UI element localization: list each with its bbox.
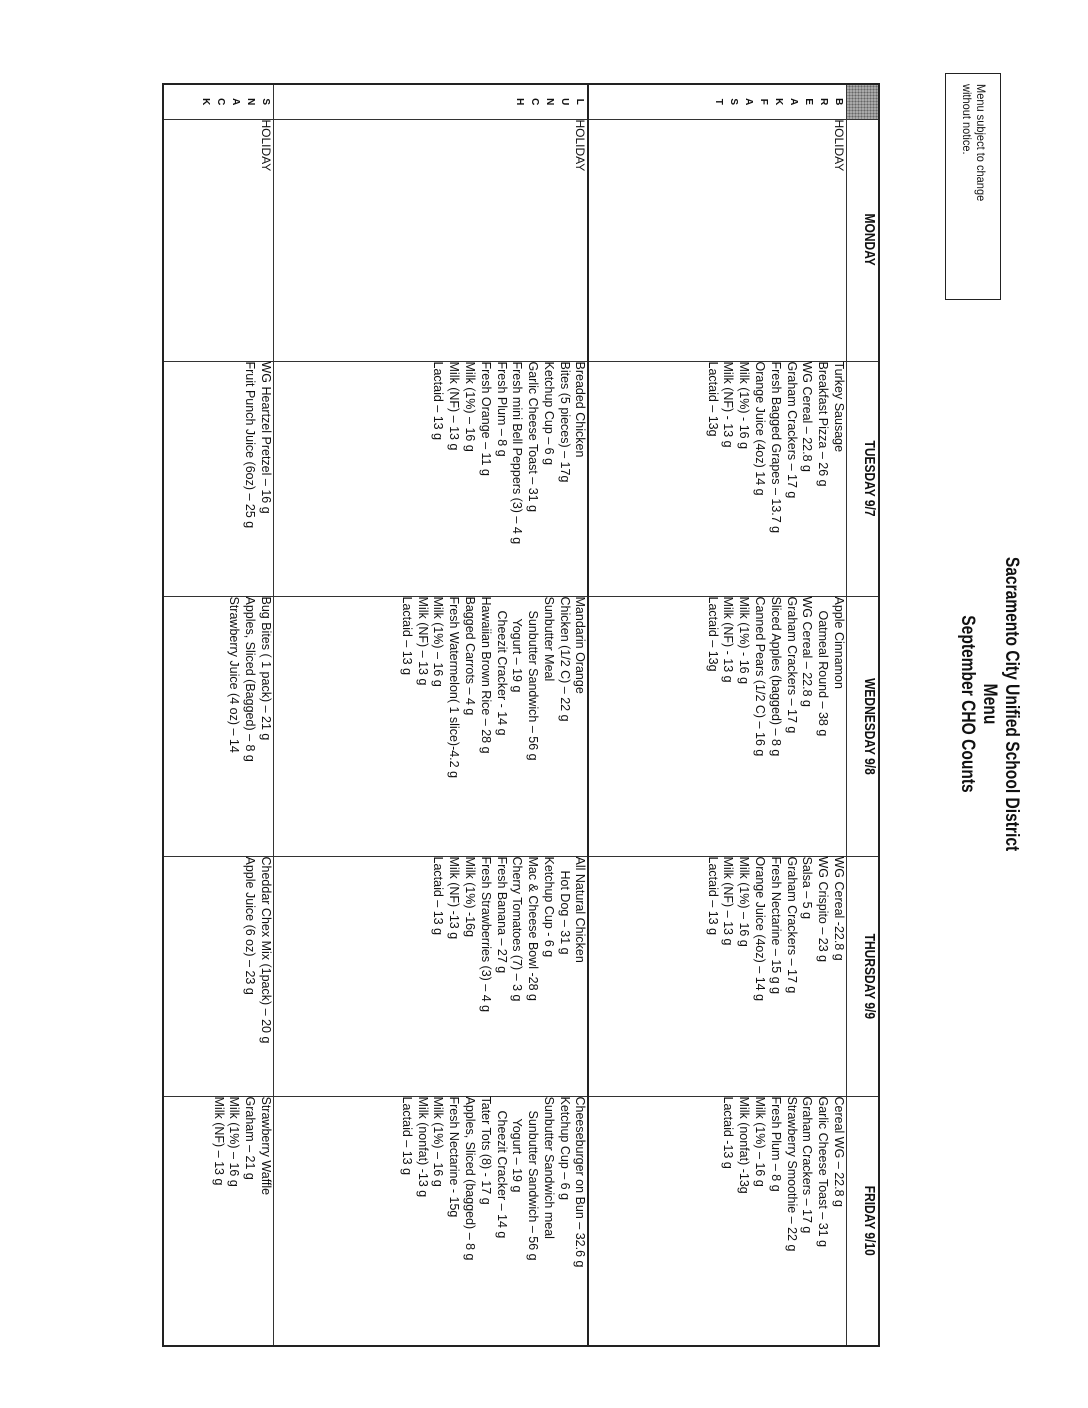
row-label-letter: U <box>559 98 571 106</box>
menu-item: WG Cereal – 22.8 g <box>800 361 815 472</box>
menu-item: Yogurt – 19 g <box>510 1118 525 1193</box>
menu-item: Milk (NF) – 13 g <box>211 1096 226 1186</box>
menu-item: Cheezit Cracker – 14 g <box>494 1110 509 1239</box>
menu-item: Yogurt – 19 g <box>510 618 525 693</box>
menu-table <box>163 83 881 1347</box>
menu-item: Lactaid – 13 g <box>705 856 720 936</box>
snack-wednesday <box>164 596 274 856</box>
row-label-letter: K <box>773 98 784 106</box>
menu-item: Lactaid – 13 g <box>431 856 446 936</box>
column-header-tuesday: TUESDAY 9/7 <box>847 361 880 596</box>
menu-item: Garlic Cheese Toast – 31 g <box>526 361 541 513</box>
menu-item: Milk (NF) - 13 g <box>721 361 736 448</box>
menu-item: Fresh Watermelon( 1 slice)-4.2 g <box>447 596 462 779</box>
menu-subtitle: September CHO Counts <box>957 615 978 793</box>
menu-item: Breaded Chicken <box>573 361 588 458</box>
menu-item: Hot Dog – 31 g <box>557 870 572 955</box>
menu-item: WG Cereal – 22.8 g <box>800 596 815 707</box>
row-label-letter: C <box>215 98 226 106</box>
lunch-thursday <box>274 856 589 1096</box>
menu-item: Strawberry Smoothie – 22 g <box>784 1096 799 1252</box>
menu-item: Lactaid -13 g <box>721 1096 736 1169</box>
menu-item: Mac & Cheese Bowl -28 g <box>526 856 541 1002</box>
menu-item: Milk (nonfat) -13 g <box>415 1096 430 1198</box>
menu-item: Mandarin Orange <box>573 596 588 694</box>
menu-item: Fresh Bagged Grapes – 13.7 g <box>768 361 783 534</box>
menu-item: Graham Crackers – 17 g <box>784 596 799 734</box>
menu-item: Apple Cinnamon <box>832 596 846 689</box>
menu-item: Fresh Plum – 8 g <box>768 1096 783 1192</box>
menu-item: Lactaid – 13g <box>705 596 720 672</box>
row-label-letter: B <box>833 98 844 106</box>
column-header-wednesday: WEDNESDAY 9/8 <box>847 596 880 856</box>
menu-title: Menu <box>979 683 1000 725</box>
menu-item: Sunbutter Meal <box>541 596 556 682</box>
menu-item: Milk (1%) – 16 g <box>227 1096 242 1187</box>
menu-item: Graham Crackers – 17 g <box>800 1096 815 1234</box>
menu-item: Milk (1%) – 16 g <box>737 856 752 947</box>
menu-item: Sunbutter Sandwich meal <box>541 1096 556 1239</box>
lunch-wednesday <box>274 596 589 856</box>
row-label-letter: R <box>818 98 829 106</box>
lunch-friday <box>274 1096 589 1346</box>
menu-item: Ketchup Cup – 6 g <box>541 361 556 466</box>
menu-item: Milk (1%) - 16 g <box>737 596 752 685</box>
menu-item: Lactaid – 13 g <box>399 596 414 676</box>
menu-item: Tater Tots (8) - 17 g <box>478 1096 493 1205</box>
row-label-letter: A <box>788 98 799 106</box>
breakfast-wednesday <box>589 596 847 856</box>
menu-item: WG Cereal -22.8 g <box>832 856 846 961</box>
notice-line-2: without notice. <box>960 84 974 155</box>
menu-item: Sliced Apples (bagged) – 8 g <box>768 596 783 757</box>
menu-item: Strawberry Waffle <box>259 1096 273 1196</box>
row-label-letter: S <box>260 98 271 106</box>
row-label-letter: S <box>728 98 739 106</box>
menu-item: Lactaid – 13g <box>705 361 720 437</box>
menu-item: Chicken (1/2 C) – 22 g <box>557 596 572 722</box>
menu-item: Milk (nonfat) -13g <box>737 1096 752 1194</box>
breakfast-row <box>589 84 847 1346</box>
menu-item: Strawberry Juice (4 oz) – 14 <box>227 596 242 753</box>
menu-item: Apples, Sliced (Bagged) – 8 g <box>243 596 258 762</box>
menu-item: Oatmeal Round – 38 g <box>816 610 831 737</box>
row-label-snack <box>164 84 274 119</box>
breakfast-friday <box>589 1096 847 1346</box>
breakfast-thursday <box>589 856 847 1096</box>
menu-item: Milk (NF) - 13 g <box>721 596 736 683</box>
menu-item: Milk (1%) – 16 g <box>462 361 477 452</box>
row-label-letter: E <box>803 98 814 106</box>
menu-item: Orange Juice (4oz) 14 g <box>753 361 768 496</box>
menu-item: Canned Pears (1/2 C) – 16 g <box>753 596 768 757</box>
menu-item: Milk (NF) -13 g <box>447 856 462 940</box>
row-label-lunch <box>274 84 589 119</box>
row-label-letter: H <box>514 98 526 106</box>
breakfast-monday-holiday: HOLIDAY <box>589 119 847 361</box>
snack-monday-holiday: HOLIDAY <box>164 119 274 361</box>
menu-item: Fresh Orange – 11 g <box>478 361 493 476</box>
lunch-monday-holiday: HOLIDAY <box>274 119 589 361</box>
menu-item: Milk (1%) - 16 g <box>737 361 752 450</box>
menu-item: Fresh Plum – 8 g <box>494 361 509 457</box>
menu-item: Fresh Nectarine – 15 g g <box>768 856 783 995</box>
menu-item: Garlic Cheese Toast – 31 g <box>816 1096 831 1248</box>
menu-item: Bug Bites ( 1 pack) – 21 g <box>259 596 273 741</box>
menu-item: Fruit Punch Juice (6oz) – 25 g <box>243 361 258 529</box>
snack-row <box>164 84 274 1346</box>
menu-item: Ketchup Cup - 6 g <box>541 856 556 958</box>
menu-item: Orange Juice (4oz) – 14 g <box>753 856 768 1002</box>
menu-item: Lactaid – 13 g <box>431 361 446 441</box>
row-label-letter: K <box>200 98 211 106</box>
menu-item: WG Heartzel Pretzel – 16 g <box>259 361 273 514</box>
menu-item: Breakfast Pizza – 26 g <box>816 361 831 487</box>
menu-item: Graham Crackers – 17 g <box>784 856 799 994</box>
menu-item: Bites (5 pieces) – 17g <box>557 361 572 483</box>
snack-friday <box>164 1096 274 1346</box>
snack-tuesday <box>164 361 274 596</box>
row-label-breakfast <box>589 84 847 119</box>
menu-item: Milk (1%) – 16 g <box>431 1096 446 1187</box>
menu-item: Cherry Tomatoes (7) – 3 g <box>510 856 525 1002</box>
lunch-tuesday <box>274 361 589 596</box>
change-notice-box <box>945 73 1001 300</box>
row-label-letter: F <box>758 98 769 105</box>
column-header-friday: FRIDAY 9/10 <box>847 1096 880 1346</box>
menu-item: Hawaiian Brown Rice – 28 g <box>478 596 493 754</box>
row-label-letter: A <box>743 98 754 106</box>
menu-item: Salsa – 5 g <box>800 856 815 920</box>
row-label-letter: C <box>529 98 541 106</box>
menu-item: Milk (1%) – 16 g <box>753 1096 768 1187</box>
corner-cell <box>847 84 880 119</box>
menu-item: Sunbutter Sandwich – 56 g <box>526 1110 541 1261</box>
snack-thursday <box>164 856 274 1096</box>
menu-item: Milk (1%) – 16 g <box>431 596 446 687</box>
column-header-thursday: THURSDAY 9/9 <box>847 856 880 1096</box>
menu-item: Cheeseburger on Bun – 32.6 g <box>573 1096 588 1268</box>
menu-item: Fresh mini Bell Peppers (3) – 4 g <box>510 361 525 545</box>
menu-item: Turkey Sausage <box>832 361 846 453</box>
menu-item: Cereal WG – 22.8 g <box>832 1096 846 1207</box>
row-label-letter: N <box>245 98 256 106</box>
menu-item: Apples, Sliced (bagged) – 8 g <box>462 1096 477 1261</box>
menu-item: Sunbutter Sandwich – 56 g <box>526 610 541 761</box>
row-label-letter: N <box>544 98 556 106</box>
row-label-letter: L <box>574 98 586 105</box>
lunch-row <box>274 84 589 1346</box>
menu-item: All Natural Chicken <box>573 856 588 963</box>
menu-item: WG Crispito – 23 g <box>816 856 831 963</box>
menu-item: Bagged Carrots – 4 g <box>462 596 477 716</box>
header-row <box>847 84 880 1346</box>
row-label-letter: A <box>230 98 241 106</box>
menu-item: Cheezit Cracker - 14 g <box>494 610 509 736</box>
menu-item: Graham Crackers – 17 g <box>784 361 799 499</box>
menu-item: Milk (NF) – 13 g <box>447 361 462 451</box>
menu-item: Ketchup Cup – 6 g <box>557 1096 572 1201</box>
menu-item: Milk (1%) -16g <box>462 856 477 938</box>
menu-item: Fresh Strawberries (3) – 4 g <box>478 856 493 1013</box>
menu-item: Fresh Banana – 27 g <box>494 856 509 974</box>
menu-item: Fresh Nectarine - 15g <box>447 1096 462 1218</box>
menu-item: Milk (NF) – 13 g <box>415 596 430 686</box>
menu-item: Cheddar Chex Mix (1pack) – 20 g <box>259 856 273 1044</box>
menu-item: Lactaid – 13 g <box>399 1096 414 1176</box>
menu-item: Graham – 21 g <box>243 1096 258 1180</box>
column-header-monday: MONDAY <box>847 119 880 361</box>
menu-item: Apple Juice (6 oz) – 23 g <box>243 856 258 995</box>
menu-item: Milk (NF) – 13 g <box>721 856 736 946</box>
district-title: Sacramento City Unified School District <box>1001 556 1022 852</box>
notice-line-1: Menu subject to change <box>974 84 988 202</box>
row-label-letter: T <box>713 98 724 105</box>
breakfast-tuesday <box>589 361 847 596</box>
